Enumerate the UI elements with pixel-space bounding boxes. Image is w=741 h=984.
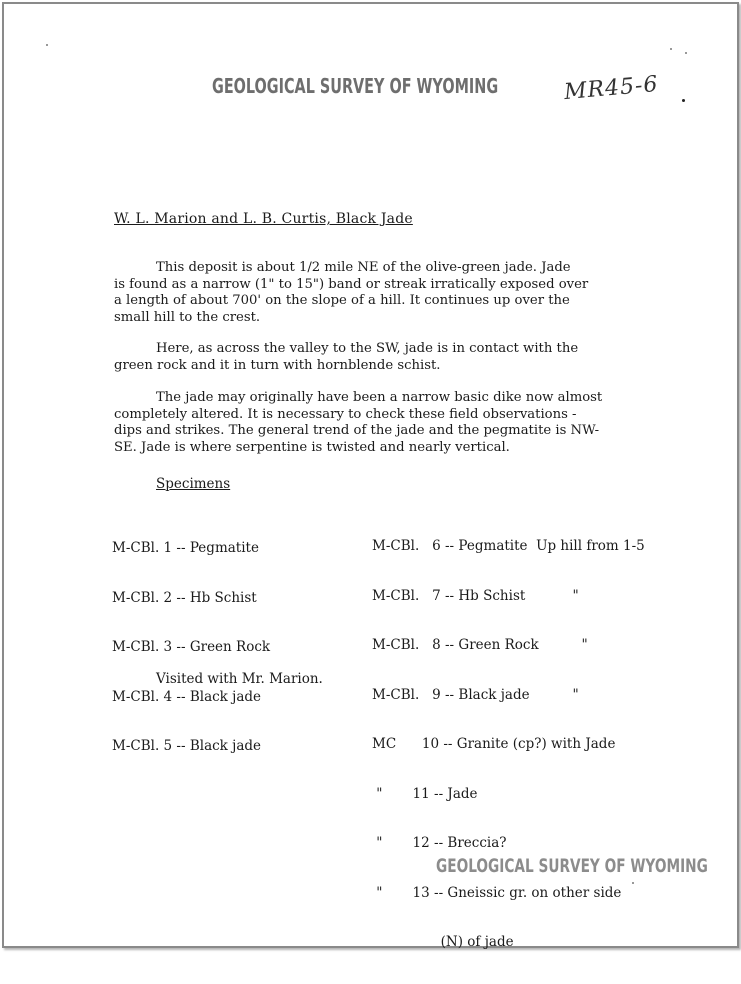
scan-speck — [685, 52, 687, 54]
specimens-title: Specimens — [156, 476, 231, 492]
specimen-item: MC 10 -- Granite (cp?) with Jade — [372, 736, 616, 752]
text-line: Here, as across the valley to the SW, jade is in contact with the — [156, 341, 579, 356]
paragraph-3 — [114, 390, 634, 456]
specimen-item: " 11 -- Jade — [372, 785, 478, 802]
specimen-item: M-CBl. 2 -- Hb Schist — [112, 589, 257, 606]
specimen-item: M-CBl. 3 -- Green Rock — [112, 639, 271, 655]
text-line: This deposit is about 1/2 mile NE of the olive-green jade. Jade — [156, 260, 571, 275]
document-page — [2, 2, 739, 948]
specimen-item: " 12 -- Breccia? — [372, 835, 507, 851]
specimen-item: M-CBl. 6 -- Pegmatite Up hill from 1-5 — [372, 538, 645, 554]
text-line: is found as a narrow (1" to 15") band or streak irratically exposed over — [114, 276, 589, 292]
ink-dot — [682, 99, 685, 102]
survey-stamp-top: GEOLOGICAL SURVEY OF WYOMING — [212, 74, 499, 98]
text-line: The jade may originally have been a narrow basic dike now almost — [156, 390, 603, 405]
specimen-item: M-CBl. 9 -- Black jade " — [372, 686, 579, 703]
specimen-item: M-CBl. 5 -- Black jade — [112, 738, 262, 754]
scan-speck — [670, 48, 672, 50]
survey-stamp-bottom: GEOLOGICAL SURVEY OF WYOMING — [436, 855, 708, 877]
specimen-item: M-CBl. 8 -- Green Rock " — [372, 637, 588, 653]
scan-speck — [46, 44, 48, 46]
specimens-left-list — [112, 507, 270, 788]
text-line: green rock and it in turn with hornblende schist. — [114, 357, 441, 373]
paragraph-1 — [114, 260, 634, 326]
text-line: SE. Jade is where serpentine is twisted and nearly vertical. — [114, 439, 510, 455]
text-line: dips and strikes. The general trend of the jade and the pegmatite is NW- — [114, 423, 600, 438]
specimens-right-list — [372, 505, 645, 984]
document-heading: W. L. Marion and L. B. Curtis, Black Jade — [114, 211, 413, 227]
text-line: small hill to the crest. — [114, 309, 261, 325]
specimen-item: M-CBl. 7 -- Hb Schist " — [372, 587, 579, 604]
visited-note: Visited with Mr. Marion. — [156, 671, 323, 687]
paragraph-2 — [114, 341, 634, 374]
text-line: completely altered. It is necessary to check these field observations - — [114, 406, 577, 422]
specimen-item: M-CBl. 4 -- Black jade — [112, 688, 262, 705]
specimen-item: " 13 -- Gneissic gr. on other side — [372, 884, 622, 901]
text-line: a length of about 700' on the slope of a hill. It continues up over the — [114, 293, 570, 308]
handwritten-file-number: MR45-6 — [563, 71, 660, 106]
specimen-item: M-CBl. 1 -- Pegmatite — [112, 540, 259, 556]
specimen-item: (N) of jade — [372, 934, 514, 950]
